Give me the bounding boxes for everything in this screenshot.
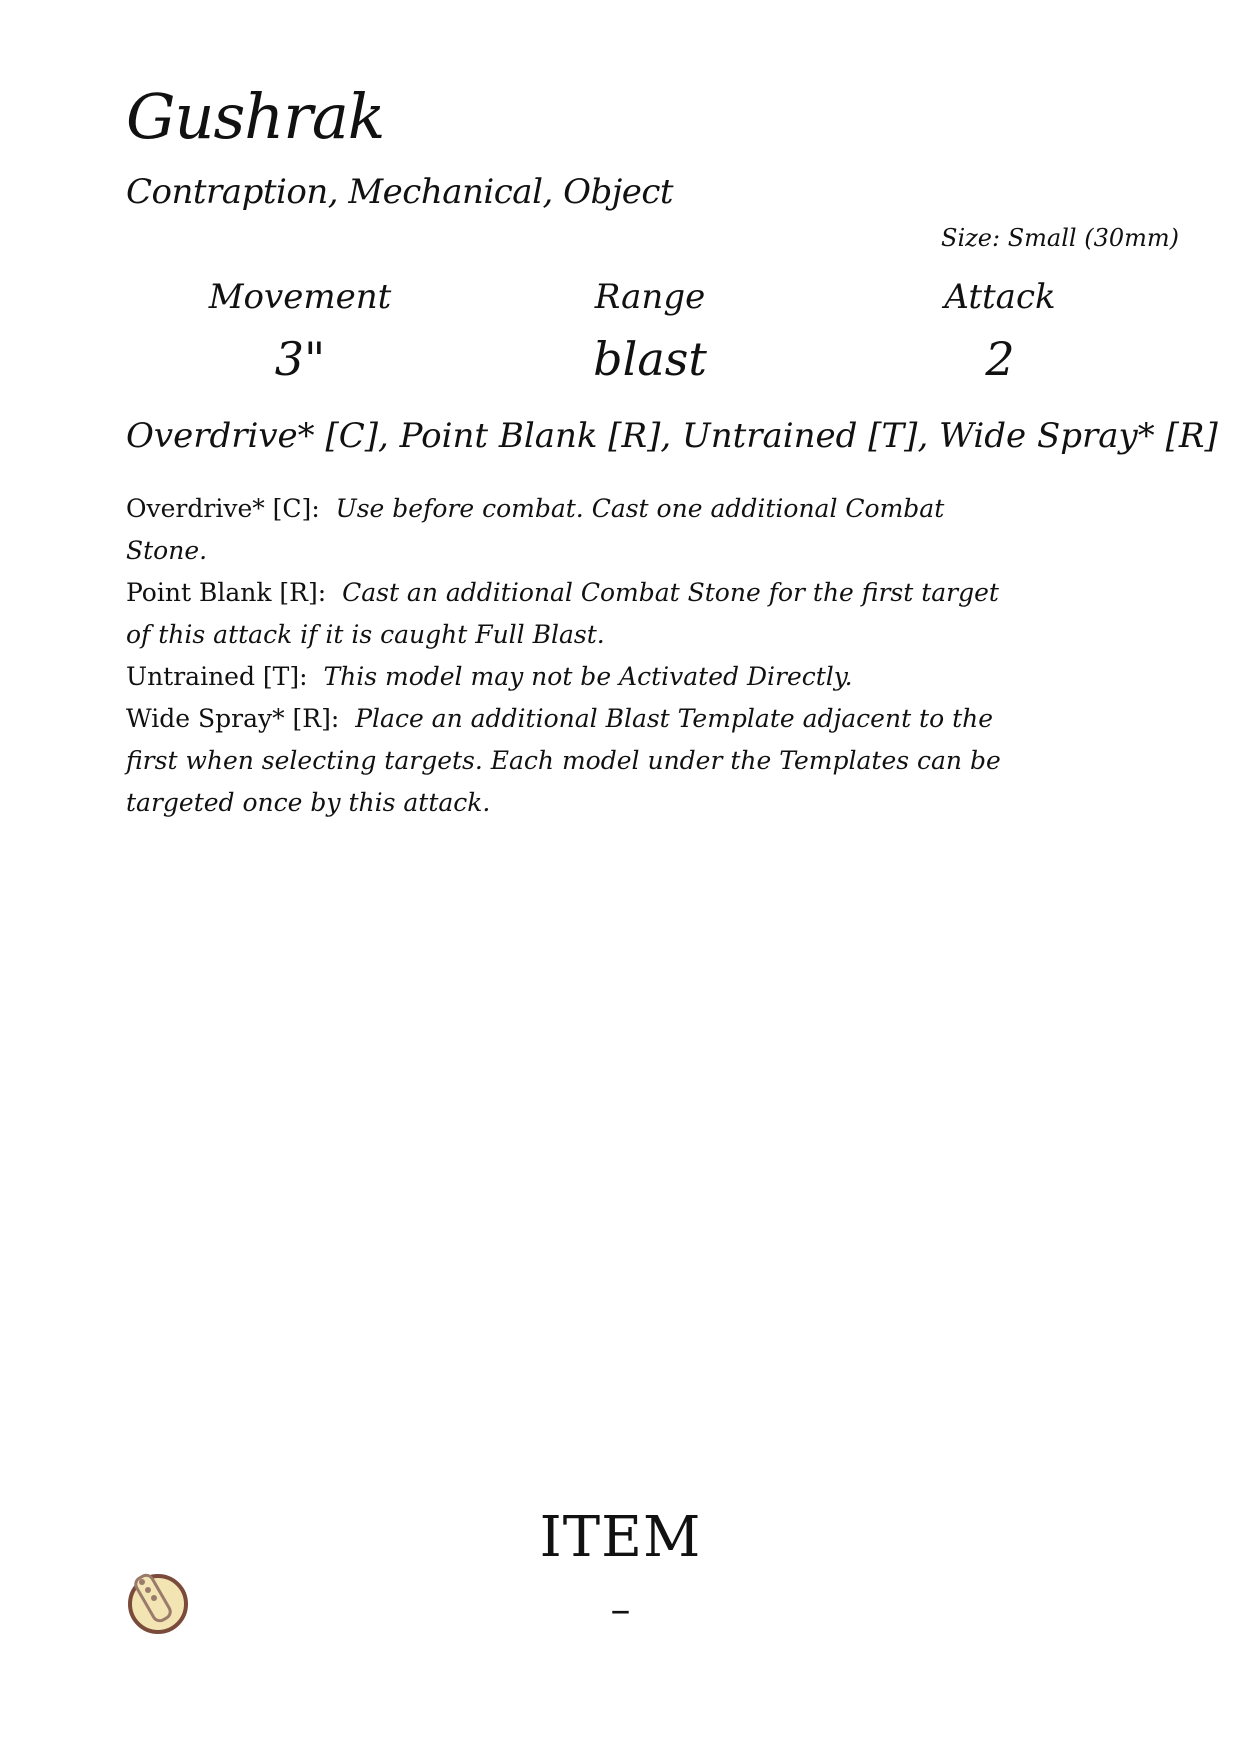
trait-description: [126, 656, 1026, 698]
stat-movement-label: Movement: [208, 277, 392, 317]
stat-movement-value: 3": [274, 332, 326, 386]
trait-description: [126, 488, 1026, 572]
stat-attack-label: Attack: [944, 277, 1056, 317]
trait-text: Use before combat. Cast one additional Combat Stone.: [126, 494, 945, 565]
item-category: ITEM: [539, 1505, 702, 1570]
trait-term: Point Blank [R]:: [126, 578, 327, 607]
stat-attack: [880, 277, 1120, 386]
trait-description: [126, 572, 1026, 656]
traits-summary: Overdrive* [C], Point Blank [R], Untrained [T], Wide Spray* [R]: [126, 416, 1218, 456]
stat-range: [530, 277, 770, 386]
stat-range-value: blast: [593, 332, 707, 386]
item-dash: –: [610, 1587, 631, 1633]
stat-range-label: Range: [594, 277, 706, 317]
trait-text: Cast an additional Combat Stone for the first target of this attack if it is caught Full Blast.: [126, 578, 999, 649]
card-title: Gushrak: [126, 80, 385, 153]
trait-description: [126, 698, 1026, 824]
size-label: Size: Small (30mm): [941, 224, 1179, 252]
stat-movement: [180, 277, 420, 386]
stats-row: [0, 277, 1241, 390]
trait-text: This model may not be Activated Directly.: [323, 662, 853, 691]
trait-term: Wide Spray* [R]:: [126, 704, 340, 733]
trait-descriptions: [126, 488, 1026, 824]
trait-term: Overdrive* [C]:: [126, 494, 320, 523]
faction-icon-dot: [139, 1579, 145, 1585]
trait-text: Place an additional Blast Template adjacent to the first when selecting targets. Each model under the Templates can be targeted once by this attack.: [126, 704, 1001, 817]
stat-attack-value: 2: [985, 332, 1015, 386]
trait-term: Untrained [T]:: [126, 662, 308, 691]
card-keywords: Contraption, Mechanical, Object: [126, 172, 674, 212]
